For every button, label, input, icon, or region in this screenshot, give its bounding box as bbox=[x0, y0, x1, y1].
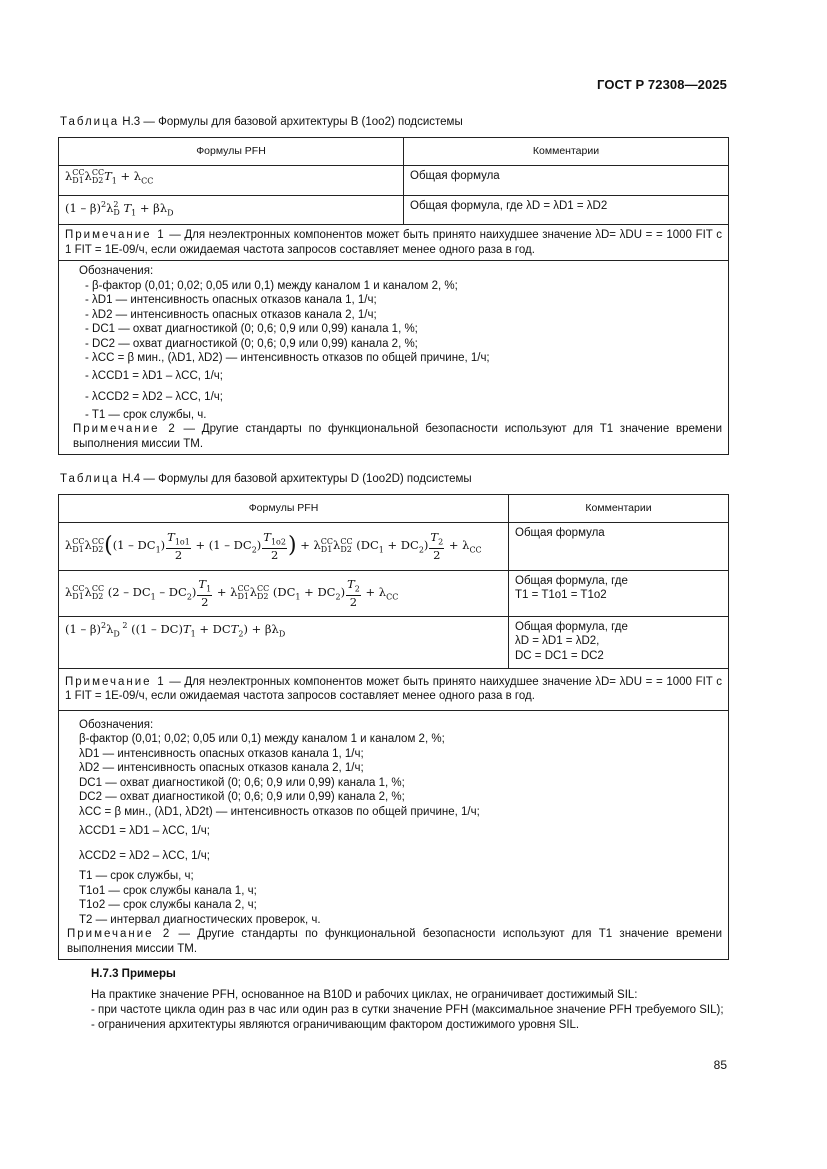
table4-caption-prefix: Таблица bbox=[60, 473, 120, 485]
legend-item: λCCD2 = λD2 – λCC, 1/ч; bbox=[79, 850, 210, 862]
legend-item: λCC = β мин., (λD1, λD2t) — интенсивность отказов по общей причине, 1/ч; bbox=[79, 805, 480, 818]
table4-row2-formula: λ CC D1 λ CC D2 $(2 - DC_1 - DC_2)$ $\frac{T_1}{2}$ + λ CC D1 λ CC D2 $(DC_1 + DC_2)$ $\frac{T_2}{2}$ + $\lambda_{CC}$ bbox=[59, 570, 509, 616]
table3-col-formula: Формулы PFH bbox=[59, 138, 404, 166]
table3-row1-formula: λ CC D1 λ CC D2 $T_1 + \lambda_{CC}$ bbox=[59, 165, 404, 195]
table3-caption-title: Н.3 — Формулы для базовой архитектуры B (1oo2) подсистемы bbox=[122, 116, 463, 128]
table4-row3-comment-line: Общая формула, где bbox=[515, 620, 628, 633]
table3-caption-prefix: Таблица bbox=[60, 116, 120, 128]
table3-row2-formula: (1 – β)$^2$λ 2 D $T_1 + \beta\lambda_D$ bbox=[59, 195, 404, 225]
legend-item: λCCD1 = λD1 – λCC, 1/ч; bbox=[79, 825, 210, 837]
table4-note2 bbox=[67, 927, 722, 956]
table4-row1-formula: λ CC D1 λ CC D2 ($(1 - DC_1)$ $\frac{T_{1o1}}{2}$ + $(1 - DC_2)$ $\frac{T_{1o2}}{2}$ ) + λ CC D1 λ CC D2 $(DC_1 + DC_2)$ $\frac{T_2}{2}$ + $\lambda_{CC}$ bbox=[59, 522, 509, 570]
legend-item: λD2 — интенсивность опасных отказов канала 2, 1/ч; bbox=[79, 762, 364, 774]
paragraph: - ограничения архитектуры являются ограничивающим фактором достижимого уровня SIL. bbox=[91, 1019, 580, 1031]
table4 bbox=[58, 494, 729, 960]
legend-item: λD1 — интенсивность опасных отказов канала 1, 1/ч; bbox=[79, 747, 364, 760]
legend-item: DC1 — охват диагностикой (0; 0,6; 0,9 или 0,99) канала 1, %; bbox=[79, 776, 405, 789]
legend-item: - λD1 — интенсивность опасных отказов канала 1, 1/ч; bbox=[85, 294, 377, 307]
table4-row3-formula: $(1 - \beta)^2\lambda_D$ $^2$ $((1 - DC)T_1 + DCT_2) + \beta\lambda_D$ bbox=[59, 616, 509, 668]
legend-item: β-фактор (0,01; 0,02; 0,05 или 0,1) между каналом 1 и каналом 2, %; bbox=[79, 733, 445, 745]
legend-item: T1 — срок службы, ч; bbox=[79, 870, 194, 882]
table4-note2-text: — Другие стандарты по функциональной безопасности используют для T1 значение времени выполнения миссии TM. bbox=[67, 928, 723, 955]
table3-col-comment: Комментарии bbox=[404, 138, 729, 166]
section-heading: Н.7.3 Примеры bbox=[91, 968, 176, 980]
table4-row2-comment-line: T1 = T1o1 = T1o2 bbox=[515, 589, 607, 601]
table4-col-comment: Комментарии bbox=[509, 495, 729, 523]
table4-row1-comment: Общая формула bbox=[509, 522, 729, 570]
table3-note1-text: — Для неэлектронных компонентов может быть принято наихудшее значение λD= λDU = = 1000 FIT с 1 FIT = 1E-09/ч, если ожидаемая частота запросов составляет менее одного раза в год. bbox=[65, 229, 723, 256]
legend-item: - λCC = β мин., (λD1, λD2) — интенсивность отказов по общей причине, 1/ч; bbox=[85, 352, 490, 365]
legend-item: - β-фактор (0,01; 0,02; 0,05 или 0,1) между каналом 1 и каналом 2, %; bbox=[85, 279, 458, 292]
table3-note2 bbox=[73, 422, 722, 451]
table4-row3-comment-line: λD = λD1 = λD2, bbox=[515, 635, 600, 647]
legend-item: T2 — интервал диагностических проверок, ч. bbox=[79, 913, 321, 926]
table4-row2-comment-line: Общая формула, где bbox=[515, 574, 628, 587]
table4-caption bbox=[60, 473, 472, 485]
legend-item: T1o1 — срок службы канала 1, ч; bbox=[79, 884, 257, 897]
table3-row1-comment: Общая формула bbox=[404, 165, 729, 195]
table3-note1 bbox=[59, 225, 729, 261]
legend-item: - λCCD1 = λD1 – λCC, 1/ч; bbox=[85, 369, 223, 382]
table4-note1 bbox=[59, 668, 729, 710]
table4-row2-comment bbox=[509, 570, 729, 616]
table4-row3-comment-line: DC = DC1 = DC2 bbox=[515, 649, 604, 662]
table4-note1-text: — Для неэлектронных компонентов может быть принято наихудшее значение λD= λDU = = 1000 FIT с 1 FIT = 1E-09/ч, если ожидаемая частота запросов составляет менее одного раза в год. bbox=[65, 675, 723, 702]
paragraph: - при частоте цикла один раз в час или один раз в сутки значение PFH (максимальное значение PFH требуемого SIL); bbox=[91, 1004, 724, 1016]
legend-item: T1o2 — срок службы канала 2, ч; bbox=[79, 899, 257, 911]
paragraph: На практике значение PFH, основанное на B10D и рабочих циклах, не ограничивает достижимый SIL: bbox=[91, 989, 638, 1001]
table3-note2-prefix: Примечание 2 bbox=[73, 423, 177, 436]
table3-legend bbox=[59, 261, 729, 455]
legend-item: DC2 — охват диагностикой (0; 0,6; 0,9 или 0,99) канала 2, %; bbox=[79, 791, 405, 803]
table4-caption-title: Н.4 — Формулы для базовой архитектуры D (1oo2D) подсистемы bbox=[122, 473, 472, 485]
legend-item: - λD2 — интенсивность опасных отказов канала 2, 1/ч; bbox=[85, 308, 377, 321]
legend-item: - DC1 — охват диагностикой (0; 0,6; 0,9 или 0,99) канала 1, %; bbox=[85, 323, 418, 336]
page-number: 85 bbox=[713, 1058, 727, 1072]
table4-col-formula: Формулы PFH bbox=[59, 495, 509, 523]
table4-note1-prefix: Примечание 1 bbox=[65, 675, 166, 688]
table4-legend-title: Обозначения: bbox=[79, 718, 154, 731]
table4-row3-comment bbox=[509, 616, 729, 668]
table3-note1-prefix: Примечание 1 bbox=[65, 229, 166, 242]
legend-item: - λCCD2 = λD2 – λCC, 1/ч; bbox=[85, 390, 223, 403]
table3-caption bbox=[60, 116, 463, 128]
legend-item: - DC2 — охват диагностикой (0; 0,6; 0,9 или 0,99) канала 2, %; bbox=[85, 337, 418, 350]
table3-note2-text: — Другие стандарты по функциональной безопасности используют для T1 значение времени выполнения миссии TM. bbox=[73, 423, 723, 450]
table4-note2-prefix: Примечание 2 bbox=[67, 928, 172, 940]
document-header: ГОСТ Р 72308—2025 bbox=[597, 77, 727, 92]
table3-row2-comment: Общая формула, где λD = λD1 = λD2 bbox=[404, 195, 729, 225]
table3 bbox=[58, 137, 729, 455]
section-body bbox=[91, 988, 728, 1033]
table3-legend-title: Обозначения: bbox=[79, 265, 154, 278]
table4-legend bbox=[59, 710, 729, 960]
legend-item: - T1 — срок службы, ч. bbox=[85, 408, 207, 421]
